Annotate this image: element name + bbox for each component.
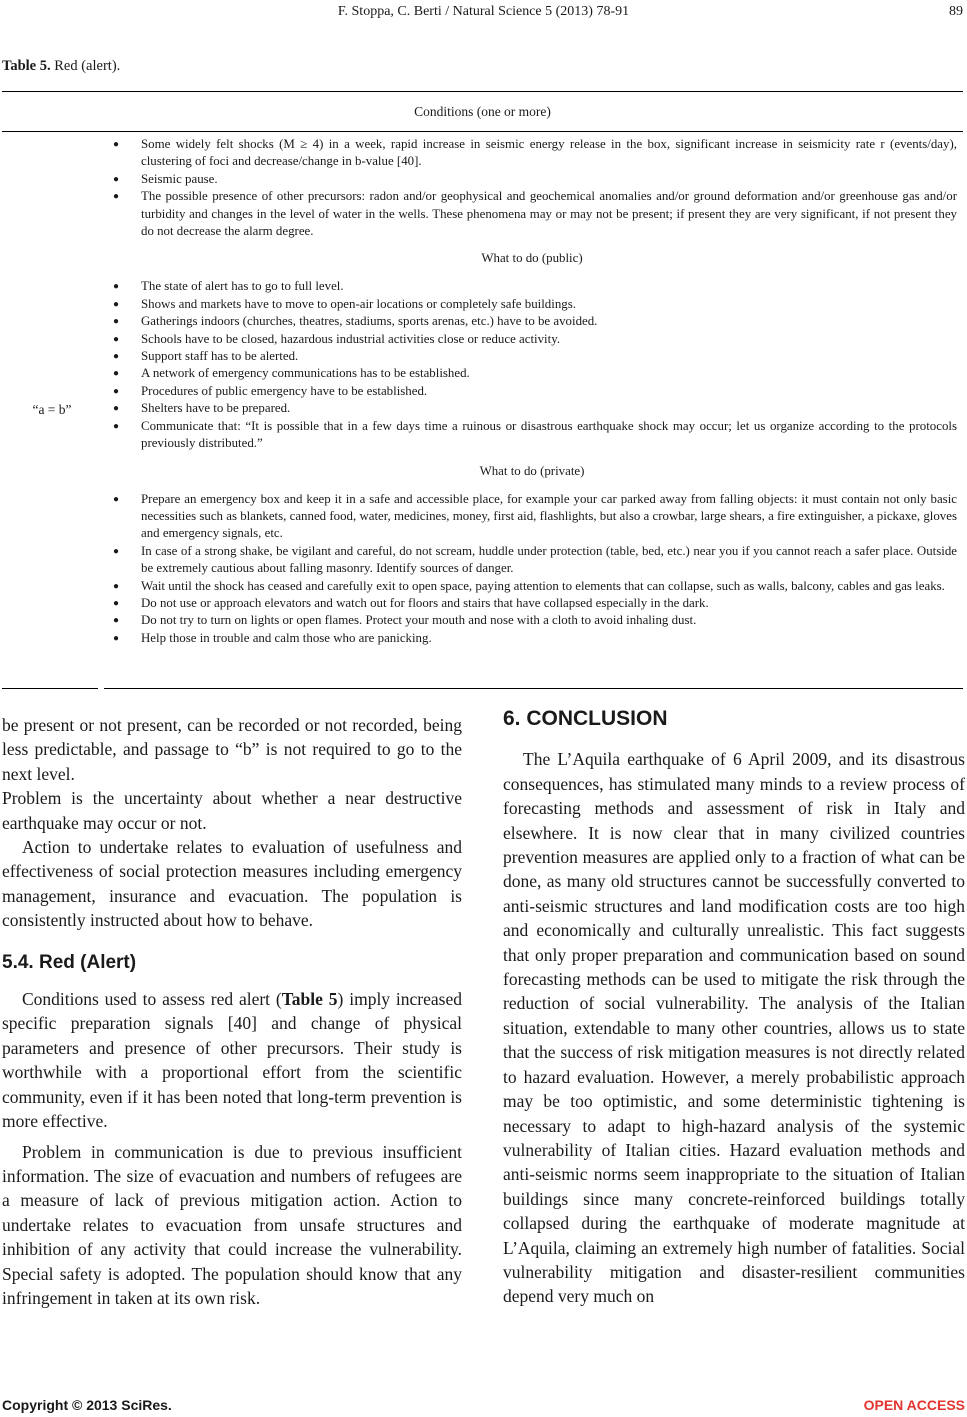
table-5	[2, 91, 963, 688]
copyright: Copyright © 2013 SciRes.	[2, 1397, 172, 1413]
list-item: ● Shows and markets have to move to open-air locations or completely safe buildings.	[107, 296, 957, 313]
table-content	[107, 136, 957, 647]
list-item: ● The state of alert has to go to full level.	[107, 278, 957, 295]
list-item: ● Wait until the shock has ceased and carefully exit to open space, paying attention to elements that can collapse, such as walls, balcony, cables and gas leaks.	[107, 578, 957, 595]
running-title: F. Stoppa, C. Berti / Natural Science 5 (2013) 78-91	[337, 4, 630, 19]
column-header: Conditions (one or more)	[414, 104, 551, 119]
list-item: ● A network of emergency communications has to be established.	[107, 365, 957, 382]
list-item: ● Shelters have to be prepared.	[107, 400, 957, 417]
table-bottom-rule-left	[2, 688, 98, 689]
table-caption-text: Red (alert).	[50, 58, 121, 74]
list-item: ● Help those in trouble and calm those who are panicking.	[107, 630, 957, 647]
list-item: ● Do not use or approach elevators and watch out for floors and stairs that have collapsed especially in the dark.	[107, 595, 957, 612]
private-list	[107, 491, 957, 648]
table-caption-label: Table 5.	[2, 58, 51, 74]
section-heading-conclusion: 6. CONCLUSION	[503, 707, 668, 730]
list-item: ● In case of a strong shake, be vigilant and careful, do not scream, huddle under protection (table, bed, etc.) near you if you cannot reach a safer place. Outside be extremely cautious about falling masonry. Identify sources of danger.	[107, 543, 957, 578]
list-item: ● Do not try to turn on lights or open flames. Protect your mouth and nose with a cloth to avoid inhaling dust.	[107, 612, 957, 629]
list-item: ● Procedures of public emergency have to be established.	[107, 383, 957, 400]
page-number: 89	[949, 4, 963, 19]
paragraph: Action to undertake relates to evaluation of usefulness and effectiveness of social protection measures including emergency management, insurance and evacuation. The population is consistently instructed about how to behave.	[2, 837, 462, 931]
running-header	[0, 2, 967, 24]
table-bottom-rule-right	[104, 688, 963, 689]
public-list	[107, 278, 957, 452]
table-caption	[2, 58, 120, 75]
paragraph: Problem is the uncertainty about whether a near destructive earthquake may occur or not.	[2, 788, 462, 833]
paragraph: Problem in communication is due to previous insufficient information. The size of evacuation and numbers of refugees are a measure of lack of previous mitigation action. Action to undertake relates to evacuation from unsafe structures and inhibition of any activity that could increase the vulnerability. Special safety is adopted. The population should know that any infringement in taken at its own risk.	[2, 1141, 462, 1308]
left-column	[2, 713, 462, 1310]
table-reference: Table 5	[281, 989, 338, 1010]
section-heading-5-4: 5.4. Red (Alert)	[2, 951, 137, 973]
list-item: ● The possible presence of other precursors: radon and/or geophysical and geochemical anomalies and/or ground deformation and/or greenhouse gas and/or turbidity and changes in the level of water in the wells. These phenomena may or may not be present; if present they are very significant, if not present they do not decrease the alarm degree.	[107, 188, 957, 240]
paragraph: be present or not present, can be recorded or not recorded, being less predictable, and passage to “b” is not required to go to the next level.	[2, 715, 462, 784]
row-label: “a = b”	[32, 402, 72, 417]
paragraph-text: Conditions used to assess red alert (	[22, 989, 282, 1010]
list-item: ● Prepare an emergency box and keep it in a safe and accessible place, for example your car parked away from falling objects: it must contain not only basic necessities such as blankets, canned food, water, medicines, money, first aid, flashlights, but also a crowbar, large shears, a fire extinguisher, a pickaxe, gloves and emergency signals, etc.	[107, 491, 957, 543]
right-column	[503, 707, 965, 1309]
list-item: ● Gatherings indoors (churches, theatres, stadiums, sports arenas, etc.) have to be avoided.	[107, 313, 957, 330]
list-item: ● Support staff has to be alerted.	[107, 348, 957, 365]
list-item: ● Some widely felt shocks (M ≥ 4) in a week, rapid increase in seismic energy release in the box, significant increase in seismicity rate r (events/day), clustering of foci and decrease/change in b-value [40].	[107, 136, 957, 171]
conditions-list	[107, 136, 957, 240]
paragraph	[2, 987, 462, 1133]
list-item: ● Communicate that: “It is possible that in a few days time a ruinous or disastrous earthquake shock may occur; let us organize according to the protocols previously distributed.”	[107, 418, 957, 453]
paragraph: The L’Aquila earthquake of 6 April 2009, and its disastrous consequences, has stimulated many minds to a review process of forecasting methods and assessment of risk in Italy and elsewhere. It is now clear that in many civilized countries prevention measures are applied only to a fraction of what can be done, as many old structures cannot be successfully converted to anti-seismic structures and land modification costs are too high and economically and culturally unrealistic. This fact suggests that only proper preparation and communication based on sound forecasting methods can be used to mitigate the risk through the reduction of social vulnerability. The analysis of the Italian situation, extendable to many other countries, allows us to state that the success of risk mitigation measures is not directly related to hazard evaluation. However, a merely probabilistic approach may be too optimistic, and some deterministic tightening is necessary to adapt to high-hazard analysis of the systemic vulnerability of Italian cities. Hazard evaluation methods and anti-seismic norms seem inappropriate to the situation of Italian buildings since many concrete-reinforced buildings totally collapsed during the earthquake of moderate magnitude at L’Aquila, claiming an extremely high number of fatalities. Social vulnerability mitigation and disaster-resilient communities depend very much on	[503, 749, 965, 1307]
public-heading: What to do (public)	[481, 251, 583, 266]
open-access-label: OPEN ACCESS	[863, 1397, 965, 1413]
list-item: ● Seismic pause.	[107, 171, 957, 188]
list-item: ● Schools have to be closed, hazardous industrial activities close or reduce activity.	[107, 331, 957, 348]
table-body	[2, 132, 963, 688]
private-heading: What to do (private)	[479, 463, 585, 478]
paragraph-text: ) imply increased specific preparation signals [40] and change of physical parameters and presence of other precursors. Their study is worthwhile with a proportional effort from the scientific community, even if it has been noted that long-term prevention is more effective.	[2, 989, 462, 1132]
